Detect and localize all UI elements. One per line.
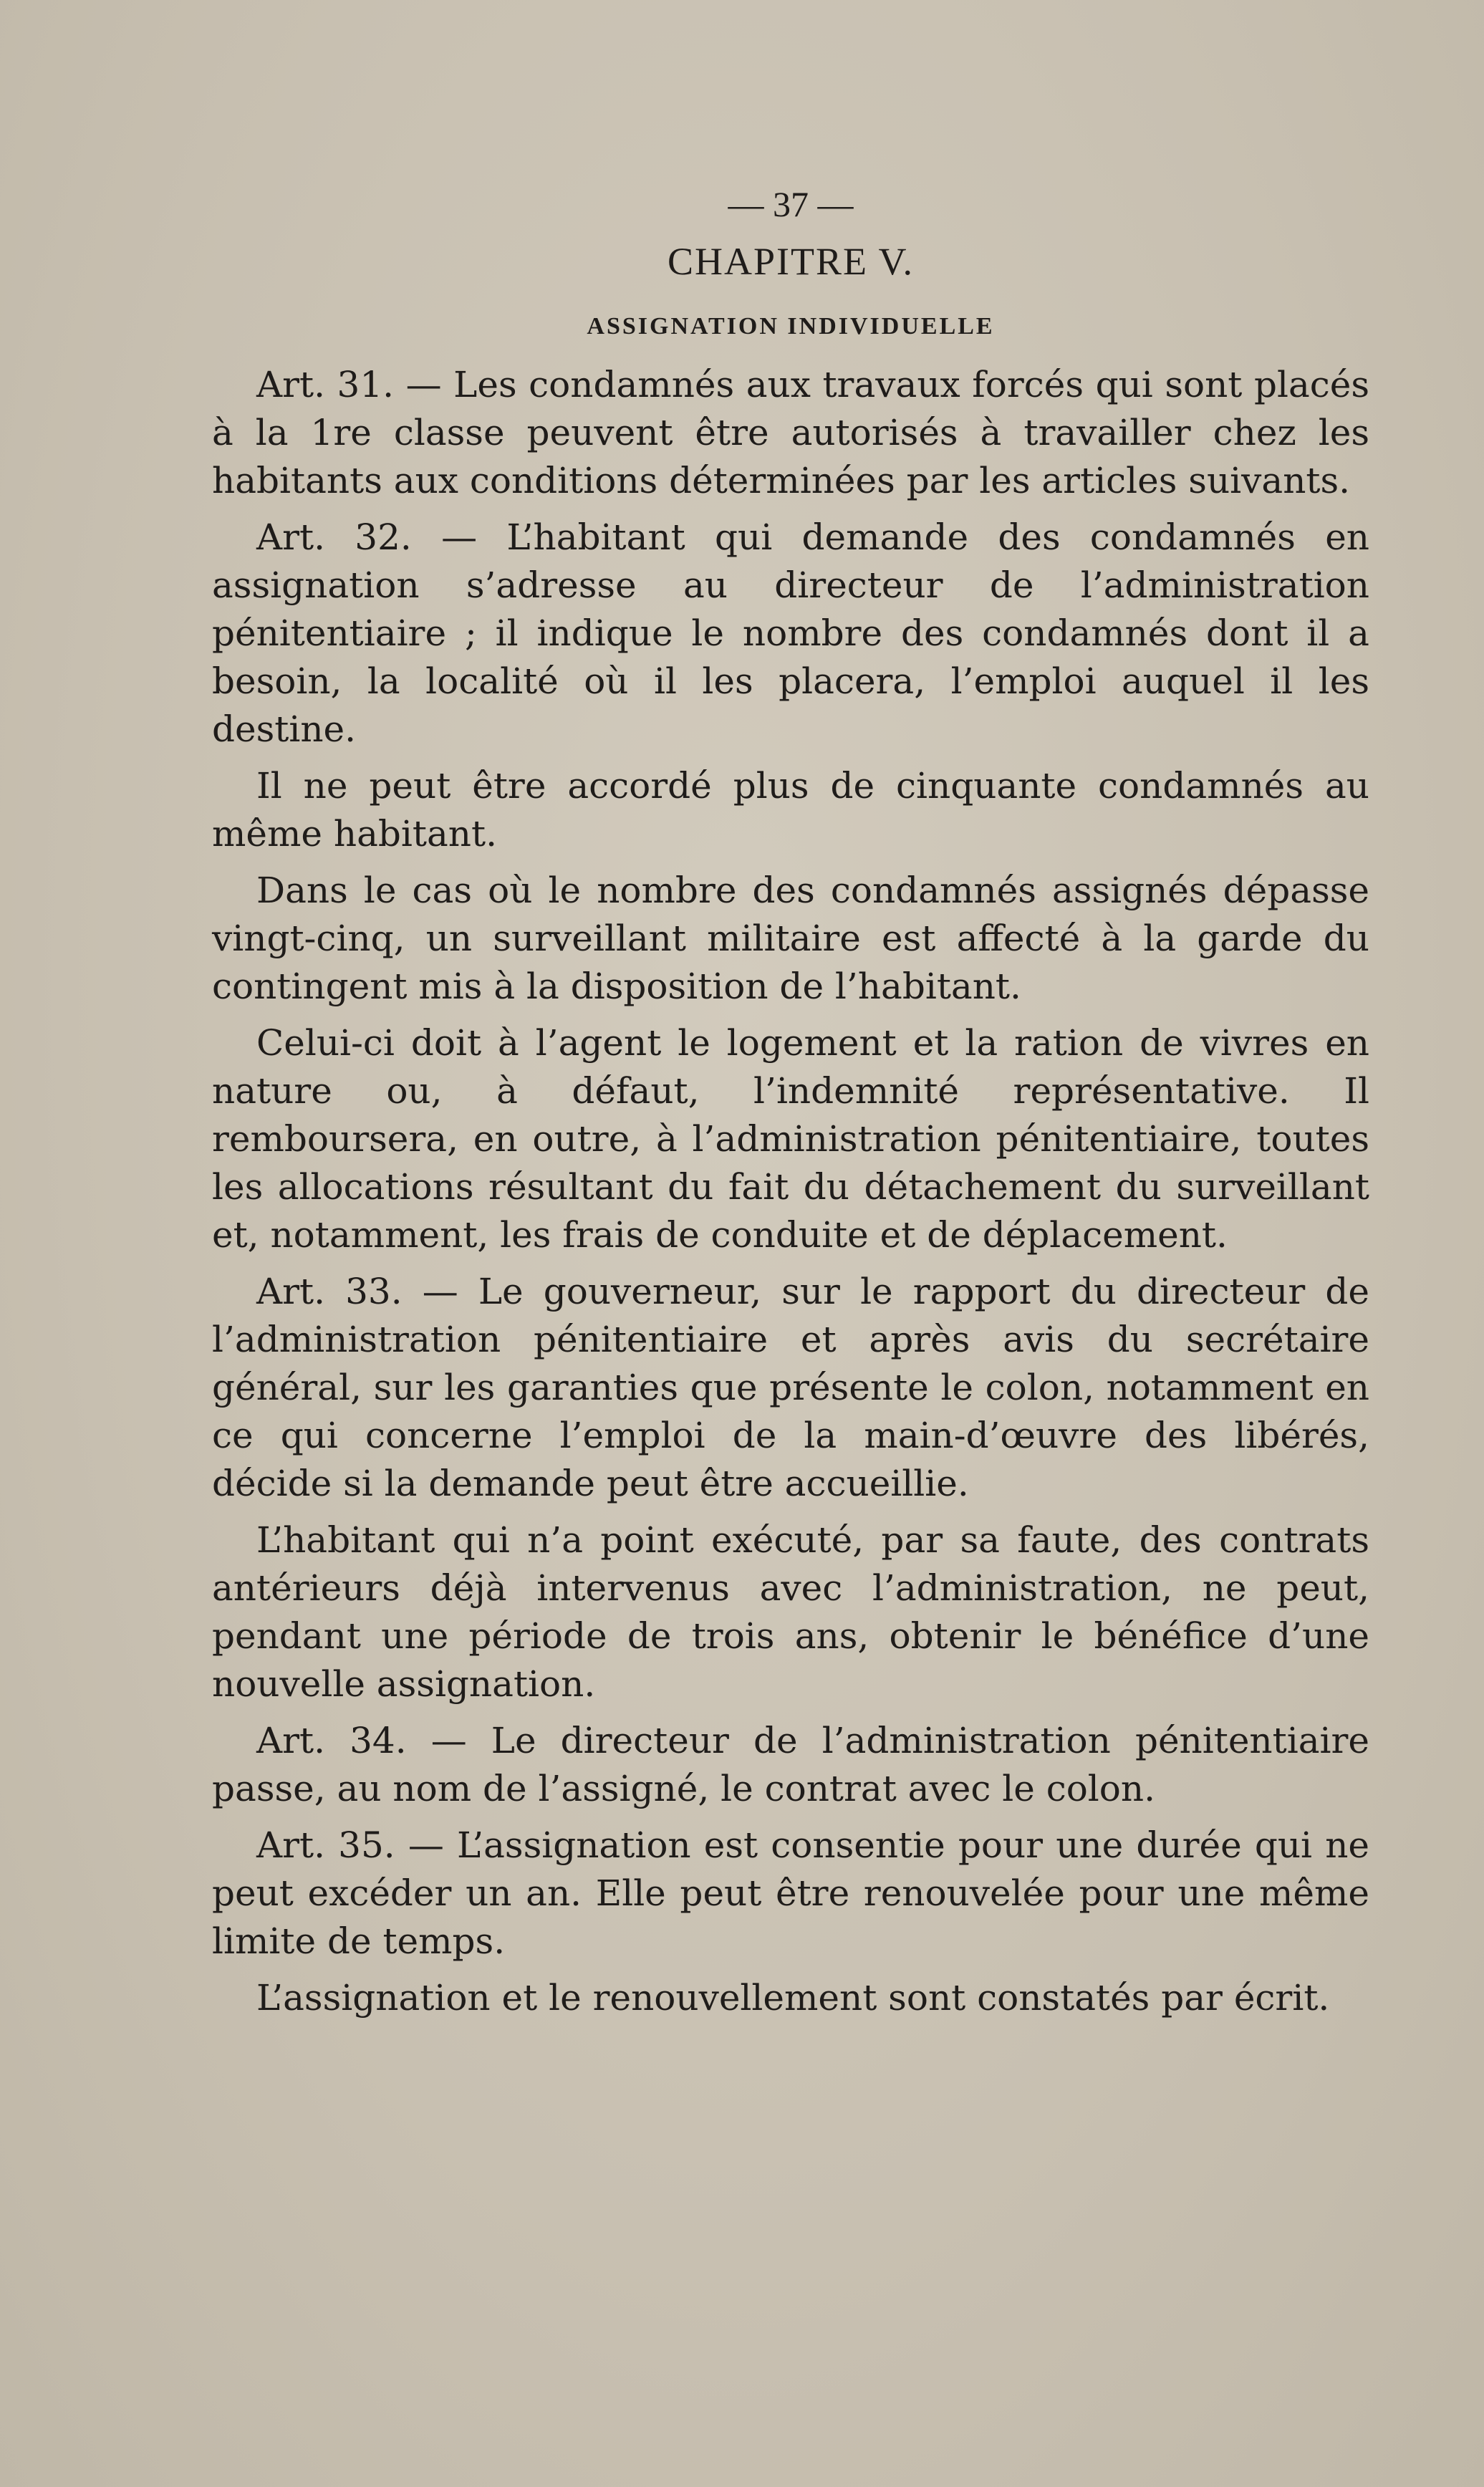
paragraph-art-34: Art. 34. — Le directeur de l’administration pénitentiaire passe, au nom de l’assigné, le contrat avec le colon.: [212, 1720, 1369, 1809]
paragraph-art-35-written: L’assignation et le renouvellement sont constatés par écrit.: [256, 1977, 1330, 2019]
section-title: ASSIGNATION INDIVIDUELLE: [587, 313, 995, 340]
paragraph-art-32-allocations: Celui-ci doit à l’agent le logement et la ration de vivres en nature ou, à défaut, l’indemnité représentative. Il remboursera, en outre, à l’administration pénitentiaire, toutes les allocations résultant du fait du détachement du surveillant et, notamment, les frais de conduite et de déplacement.: [212, 1022, 1369, 1256]
paragraph-art-32-surveillant: Dans le cas où le nombre des condamnés assignés dépasse vingt-cinq, un surveillant militaire est affecté à la garde du contingent mis à la disposition de l’habitant.: [212, 870, 1369, 1007]
paragraph-art-35: Art. 35. — L’assignation est consentie pour une durée qui ne peut excéder un an. Elle peut être renouvelée pour une même limite de temps.: [212, 1824, 1369, 1962]
paragraph-art-33-penalty: L’habitant qui n’a point exécuté, par sa faute, des contrats antérieurs déjà intervenus avec l’administration, ne peut, pendant une période de trois ans, obtenir le bénéfice d’une nouvelle assignation.: [212, 1519, 1369, 1705]
page-number: — 37 —: [728, 184, 854, 224]
page-content: [212, 179, 1369, 2031]
paragraph-art-32-limit: Il ne peut être accordé plus de cinquante condamnés au même habitant.: [212, 765, 1369, 855]
chapter-title: CHAPITRE V.: [667, 240, 915, 283]
paragraph-art-33: Art. 33. — Le gouverneur, sur le rapport du directeur de l’administration pénitentiaire et après avis du secrétaire général, sur les garanties que présente le colon, notamment en ce qui concerne l’emploi de la main-d’œuvre des libérés, décide si la demande peut être accueillie.: [212, 1271, 1369, 1504]
paragraph-art-32: Art. 32. — L’habitant qui demande des condamnés en assignation s’adresse au directeur de l’administration pénitentiaire ; il indique le nombre des condamnés dont il a besoin, la localité où il les placera, l’emploi auquel il les destine.: [212, 516, 1369, 750]
paragraph-art-31: Art. 31. — Les condamnés aux travaux forcés qui sont placés à la 1re classe peuvent être autorisés à travailler chez les habitants aux conditions déterminées par les articles suivants.: [212, 364, 1369, 501]
